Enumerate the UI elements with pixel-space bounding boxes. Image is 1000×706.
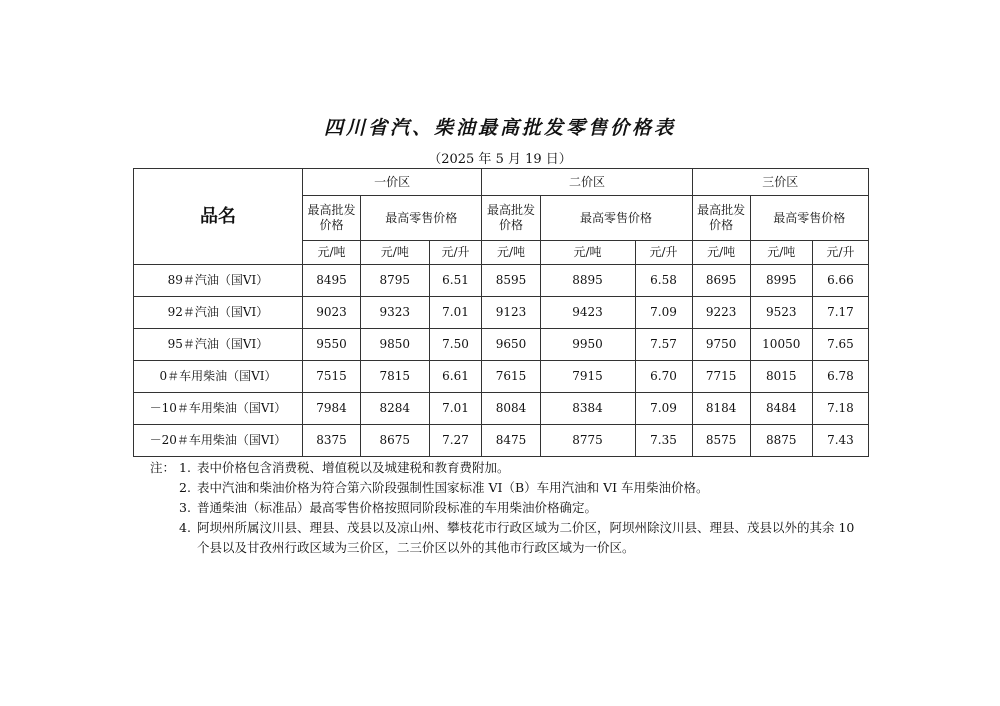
price-cell: 9323 [361,297,430,329]
unit-cell: 元/吨 [302,241,360,265]
price-cell: 6.58 [635,265,692,297]
price-cell: 8595 [482,265,540,297]
price-cell: 10050 [750,329,812,361]
note-text: 阿坝州所属汶川县、理县、茂县以及凉山州、攀枝花市行政区域为二价区，阿坝州除汶川县、理县、茂县以外的其余 10 个县以及甘孜州行政区域为三价区，二三价区以外的其他市行政区域为一价区。 [197,520,855,555]
price-cell: 8995 [750,265,812,297]
price-cell: 8895 [540,265,635,297]
price-cell: 7.09 [635,393,692,425]
note-number: 1. [179,460,191,475]
unit-cell: 元/吨 [361,241,430,265]
price-cell: 7515 [302,361,360,393]
price-cell: 8675 [361,425,430,457]
table-row [134,425,869,457]
note-item [150,498,870,518]
price-cell: 9850 [361,329,430,361]
note-text: 表中价格包含消费税、增值税以及城建税和教育费附加。 [197,460,510,475]
wholesale-header: 最高批发价格 [692,196,750,241]
price-cell: 8484 [750,393,812,425]
note-item [150,478,870,498]
price-cell: 8495 [302,265,360,297]
notes-section [150,458,870,558]
note-item [150,458,870,478]
price-cell: 7.01 [429,393,482,425]
wholesale-header: 最高批发价格 [302,196,360,241]
price-cell: 6.61 [429,361,482,393]
unit-cell: 元/吨 [482,241,540,265]
product-name: 92＃汽油（国VI） [134,297,303,329]
unit-cell: 元/吨 [540,241,635,265]
note-text: 表中汽油和柴油价格为符合第六阶段强制性国家标准 VI（B）车用汽油和 VI 车用柴油价格。 [197,480,709,495]
region-header-1: 一价区 [302,169,482,196]
unit-cell: 元/升 [635,241,692,265]
price-cell: 8084 [482,393,540,425]
price-cell: 8184 [692,393,750,425]
note-number: 2. [179,480,191,495]
wholesale-header: 最高批发价格 [482,196,540,241]
price-cell: 8475 [482,425,540,457]
unit-cell: 元/吨 [750,241,812,265]
table-row [134,329,869,361]
price-cell: 9423 [540,297,635,329]
price-cell: 6.70 [635,361,692,393]
price-cell: 8795 [361,265,430,297]
note-text: 普通柴油（标准品）最高零售价格按照同阶段标准的车用柴油价格确定。 [197,500,598,515]
price-cell: 7.43 [812,425,868,457]
price-cell: 6.78 [812,361,868,393]
price-cell: 7915 [540,361,635,393]
product-name: 89＃汽油（国VI） [134,265,303,297]
note-number: 3. [179,500,191,515]
product-name: －20＃车用柴油（国VI） [134,425,303,457]
unit-cell: 元/升 [429,241,482,265]
price-cell: 7715 [692,361,750,393]
unit-cell: 元/吨 [692,241,750,265]
price-cell: 7.17 [812,297,868,329]
header-row-regions [134,169,869,196]
price-cell: 7.09 [635,297,692,329]
price-cell: 8695 [692,265,750,297]
note-item [150,518,870,558]
price-cell: 7.65 [812,329,868,361]
price-cell: 9550 [302,329,360,361]
price-cell: 7.27 [429,425,482,457]
product-name: －10＃车用柴油（国VI） [134,393,303,425]
price-cell: 6.51 [429,265,482,297]
retail-header: 最高零售价格 [361,196,482,241]
product-name: 0＃车用柴油（国VI） [134,361,303,393]
table-row [134,297,869,329]
price-cell: 8384 [540,393,635,425]
price-cell: 8015 [750,361,812,393]
price-cell: 6.66 [812,265,868,297]
price-cell: 8575 [692,425,750,457]
price-cell: 7815 [361,361,430,393]
notes-prefix: 注： [150,460,176,475]
price-table [133,168,869,457]
unit-cell: 元/升 [812,241,868,265]
table-row [134,265,869,297]
price-cell: 7.50 [429,329,482,361]
product-name: 95＃汽油（国VI） [134,329,303,361]
table-row [134,361,869,393]
region-header-2: 二价区 [482,169,692,196]
price-cell: 7.18 [812,393,868,425]
price-cell: 9750 [692,329,750,361]
name-header: 品名 [134,169,303,265]
price-cell: 8875 [750,425,812,457]
region-header-3: 三价区 [692,169,868,196]
price-cell: 7.57 [635,329,692,361]
price-cell: 7.01 [429,297,482,329]
price-cell: 7615 [482,361,540,393]
price-cell: 8775 [540,425,635,457]
note-number: 4. [179,520,191,535]
price-cell: 9023 [302,297,360,329]
price-cell: 7984 [302,393,360,425]
retail-header: 最高零售价格 [750,196,868,241]
price-cell: 8284 [361,393,430,425]
price-cell: 8375 [302,425,360,457]
page-title: 四川省汽、柴油最高批发零售价格表 [323,117,676,139]
price-cell: 7.35 [635,425,692,457]
price-cell: 9123 [482,297,540,329]
price-cell: 9223 [692,297,750,329]
price-cell: 9950 [540,329,635,361]
price-cell: 9523 [750,297,812,329]
retail-header: 最高零售价格 [540,196,692,241]
price-cell: 9650 [482,329,540,361]
table-row [134,393,869,425]
date-line: （2025 年 5 月 19 日） [428,152,572,167]
